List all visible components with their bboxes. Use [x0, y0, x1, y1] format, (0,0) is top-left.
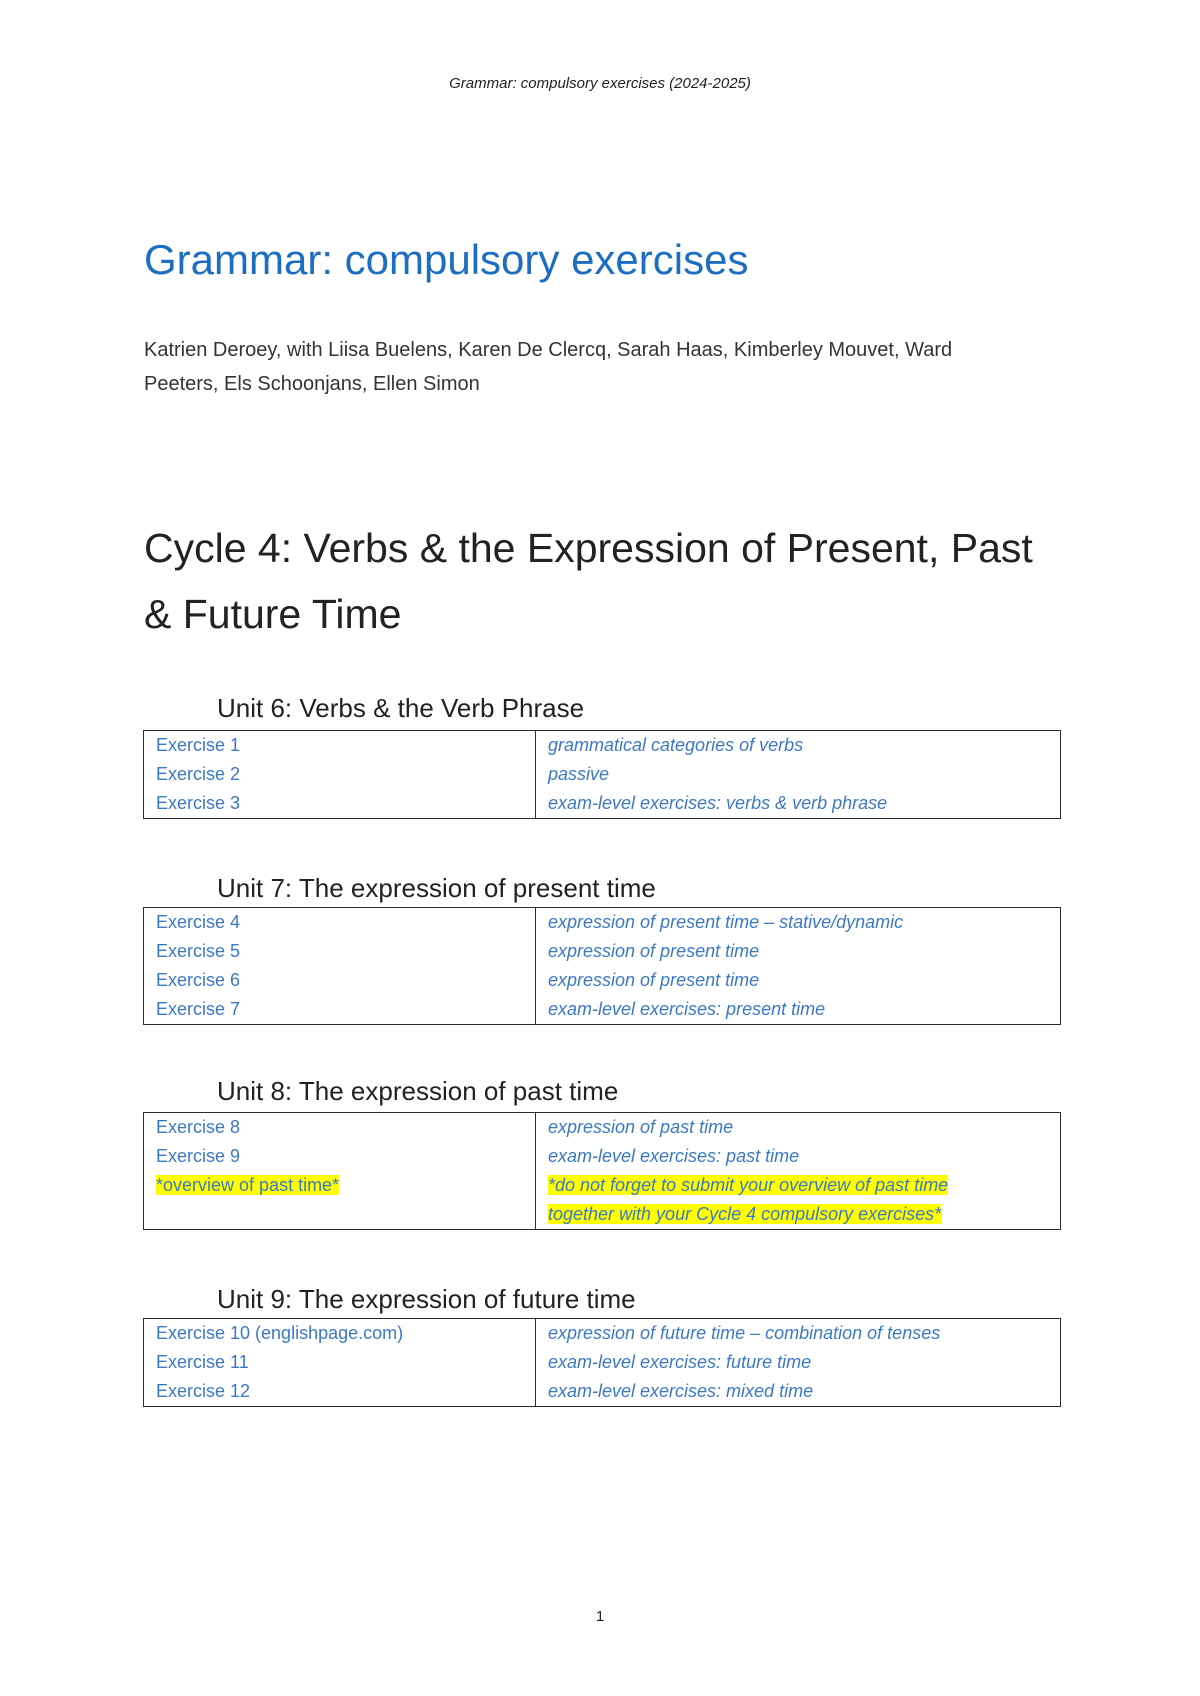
- topic-cell: [536, 731, 1061, 761]
- topic-cell: [536, 908, 1061, 938]
- unit-6-exercise-table: [143, 730, 1061, 819]
- exercise-link[interactable]: Exercise 4: [156, 912, 241, 932]
- exercise-cell: [144, 966, 536, 995]
- exercise-topic: expression of future time – combination of tenses: [548, 1323, 941, 1343]
- topic-cell: [536, 995, 1061, 1025]
- exercise-topic: expression of present time – stative/dynamic: [548, 912, 904, 932]
- exercise-cell: [144, 789, 536, 819]
- table-row: [144, 731, 1061, 761]
- table-row: [144, 789, 1061, 819]
- running-header: Grammar: compulsory exercises (2024-2025): [449, 75, 751, 92]
- exercise-link[interactable]: Exercise 1: [156, 735, 241, 755]
- table-row: [144, 995, 1061, 1025]
- exercise-link[interactable]: Exercise 5: [156, 941, 241, 961]
- table-row: [144, 1348, 1061, 1377]
- exercise-cell: [144, 760, 536, 789]
- exercise-topic: passive: [548, 764, 610, 784]
- exercise-topic: expression of present time: [548, 970, 760, 990]
- exercise-topic: exam-level exercises: past time: [548, 1146, 800, 1166]
- reminder-wrap: [548, 1171, 988, 1229]
- topic-cell: [536, 1348, 1061, 1377]
- exercise-link[interactable]: Exercise 6: [156, 970, 241, 990]
- exercise-topic: expression of present time: [548, 941, 760, 961]
- topic-cell: [536, 1113, 1061, 1143]
- table-row: [144, 937, 1061, 966]
- exercise-cell: [144, 1113, 536, 1143]
- exercise-link[interactable]: Exercise 10 (englishpage.com): [156, 1323, 404, 1343]
- exercise-topic: exam-level exercises: mixed time: [548, 1381, 814, 1401]
- exercise-topic: exam-level exercises: present time: [548, 999, 826, 1019]
- exercise-cell: [144, 1142, 536, 1171]
- topic-cell: [536, 966, 1061, 995]
- exercise-cell: [144, 1171, 536, 1230]
- table-row: [144, 1319, 1061, 1349]
- table-row: [144, 1171, 1061, 1230]
- table-row: [144, 966, 1061, 995]
- table-row: [144, 1113, 1061, 1143]
- unit-7-exercise-table: [143, 907, 1061, 1025]
- document-title: Grammar: compulsory exercises: [144, 236, 749, 283]
- topic-cell: [536, 1377, 1061, 1407]
- exercise-cell: [144, 731, 536, 761]
- exercise-cell: [144, 1319, 536, 1349]
- submission-reminder: *do not forget to submit your overview of past time together with your Cycle 4 compulsory exercises*: [548, 1175, 949, 1224]
- page-number: 1: [595, 1608, 605, 1625]
- topic-cell: [536, 760, 1061, 789]
- unit-9-heading: Unit 9: The expression of future time: [217, 1284, 636, 1314]
- topic-cell: [536, 937, 1061, 966]
- exercise-topic: exam-level exercises: future time: [548, 1352, 812, 1372]
- unit-7-heading: Unit 7: The expression of present time: [217, 873, 656, 903]
- exercise-link[interactable]: Exercise 7: [156, 999, 241, 1019]
- cycle-heading: Cycle 4: Verbs & the Expression of Present, Past & Future Time: [144, 525, 1033, 637]
- topic-cell: [536, 1142, 1061, 1171]
- exercise-topic: grammatical categories of verbs: [548, 735, 804, 755]
- unit-8-exercise-table: [143, 1112, 1061, 1230]
- exercise-cell: [144, 908, 536, 938]
- overview-reminder-label: *overview of past time*: [156, 1175, 340, 1195]
- topic-cell: [536, 789, 1061, 819]
- exercise-cell: [144, 937, 536, 966]
- exercise-link[interactable]: Exercise 2: [156, 764, 241, 784]
- exercise-link[interactable]: Exercise 8: [156, 1117, 241, 1137]
- unit-6-heading: Unit 6: Verbs & the Verb Phrase: [217, 693, 585, 723]
- exercise-cell: [144, 1348, 536, 1377]
- topic-cell: [536, 1171, 1061, 1230]
- unit-9-exercise-table: [143, 1318, 1061, 1407]
- table-row: [144, 908, 1061, 938]
- exercise-link[interactable]: Exercise 9: [156, 1146, 241, 1166]
- exercise-topic: expression of past time: [548, 1117, 734, 1137]
- exercise-link[interactable]: Exercise 3: [156, 793, 241, 813]
- exercise-cell: [144, 1377, 536, 1407]
- exercise-topic: exam-level exercises: verbs & verb phrase: [548, 793, 888, 813]
- topic-cell: [536, 1319, 1061, 1349]
- unit-8-heading: Unit 8: The expression of past time: [217, 1076, 619, 1106]
- exercise-link[interactable]: Exercise 12: [156, 1381, 251, 1401]
- authors-line: Katrien Deroey, with Liisa Buelens, Karen De Clercq, Sarah Haas, Kimberley Mouvet, Ward Peeters, Els Schoonjans, Ellen Simon: [144, 339, 953, 395]
- table-row: [144, 760, 1061, 789]
- exercise-link[interactable]: Exercise 11: [156, 1352, 249, 1372]
- table-row: [144, 1142, 1061, 1171]
- exercise-cell: [144, 995, 536, 1025]
- table-row: [144, 1377, 1061, 1407]
